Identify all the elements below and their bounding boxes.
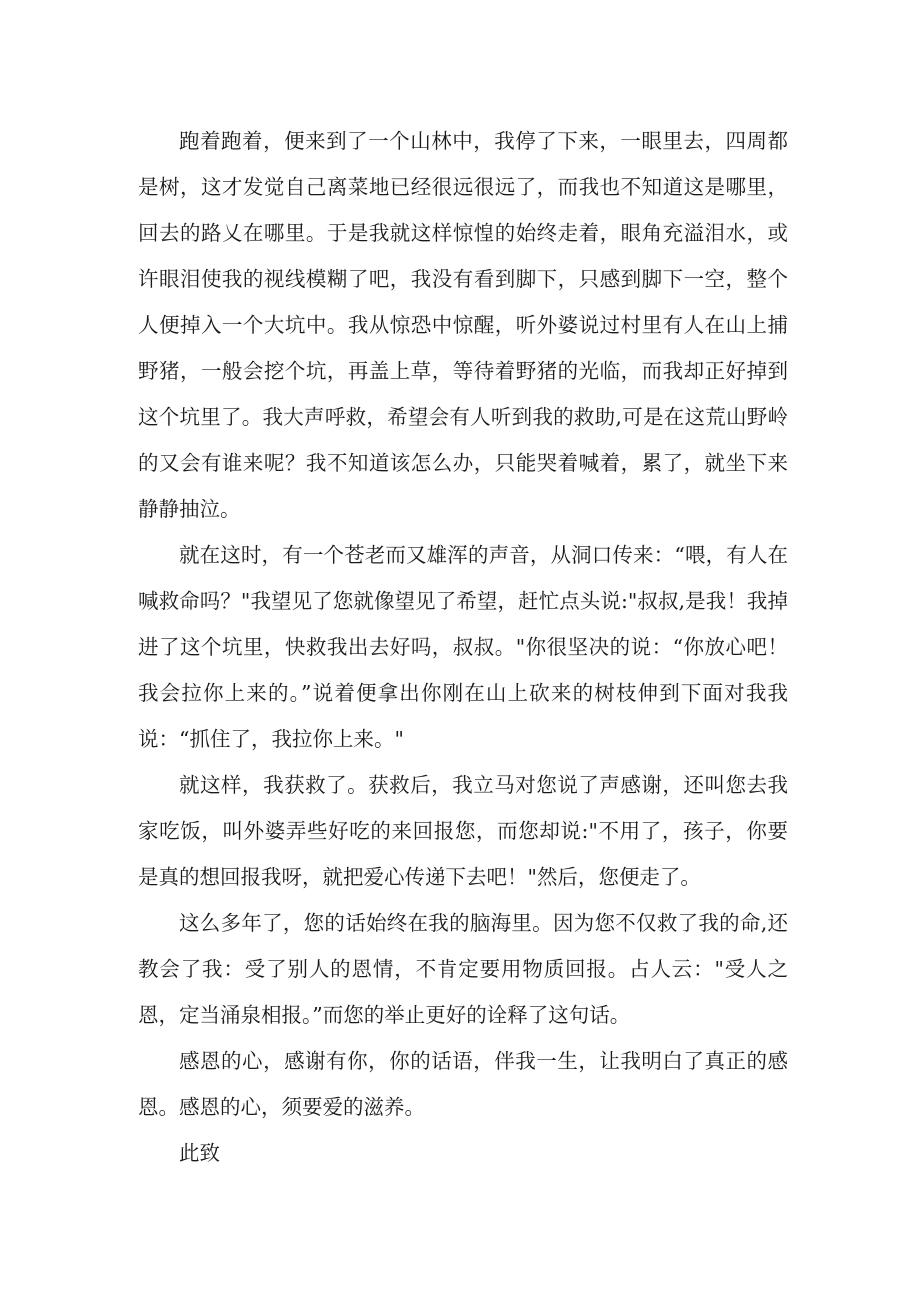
letter-body [138,118,788,1176]
paragraph-1: 跑着跑着，便来到了一个山林中，我停了下来，一眼里去，四周都是树，这才发觉自己离菜地已经很远很远了，而我也不知道这是哪里，回去的路乂在哪里。于是我就这样惊惶的始终走着，眼角充溢泪水，或许眼泪使我的视线模糊了吧，我没有看到脚下，只感到脚下一空，整个人便掉入一个大坑中。我从惊恐中惊醒，听外婆说过村里有人在山上捕野猪，一般会挖个坑，再盖上草，等待着野猪的光临，而我却正好掉到这个坑里了。我大声呼救，希望会有人听到我的救助,可是在这荒山野岭的又会有谁来呢？我不知道该怎么办，只能哭着喊着，累了，就坐下来静静抽泣。 [138,129,788,521]
paragraph-3: 就这样，我获救了。获救后，我立马对您说了声感谢，还叫您去我家吃饭，叫外婆弄些好吃的来回报您，而您却说:"不用了，孩子，你要是真的想回报我呀，就把爱心传递下去吧！"然后，您便走了。 [138,773,788,889]
paragraph-5: 感恩的心，感谢有你，你的话语，伴我一生，让我明白了真正的感恩。感恩的心，须要爱的滋养。 [138,1049,788,1119]
paragraph-4: 这么多年了，您的话始终在我的脑海里。因为您不仅救了我的命,还教会了我：受了别人的恩情，不肯定要用物质回报。占人云："受人之恩，定当涌泉相报。”而您的举止更好的诠释了这句话。 [138,911,788,1027]
closing-salutation: 此致 [179,1141,220,1165]
paragraph-2: 就在这时，有一个苍老而又雄浑的声音，从洞口传来：“喂，有人在喊救命吗？"我望见了您就像望见了希望，赶忙点头说:"叔叔,是我！我掉进了这个坑里，快救我出去好吗，叔叔。"你很坚决的说：“你放心吧！我会拉你上来的。”说着便拿出你刚在山上砍来的树枝伸到下面对我我说：“抓住了，我拉你上来。" [138,543,788,751]
